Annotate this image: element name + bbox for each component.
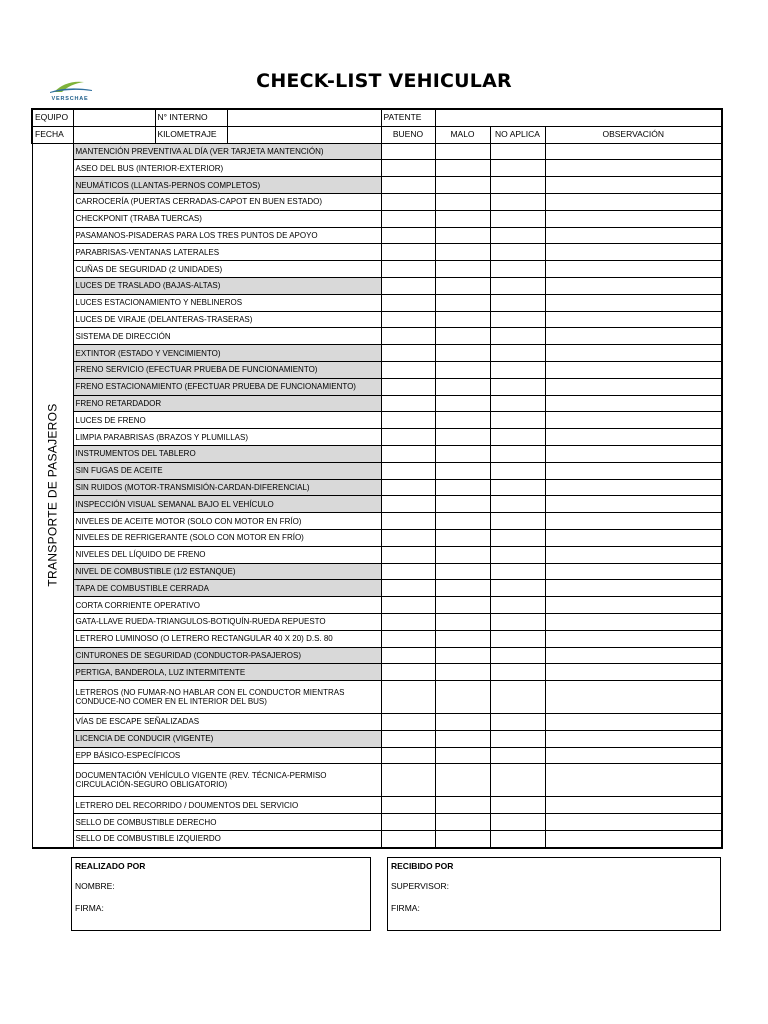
checklist-item-label: DOCUMENTACIÓN VEHÍCULO VIGENTE (REV. TÉCNICA-PERMISO CIRCULACIÓN-SEGURO OBLIGATORIO) <box>73 764 381 797</box>
checklist-row <box>32 462 722 479</box>
bueno-cell[interactable] <box>381 479 435 496</box>
no-aplica-cell[interactable] <box>490 647 545 664</box>
checklist-row <box>32 294 722 311</box>
bueno-cell[interactable] <box>381 580 435 597</box>
no-aplica-cell[interactable] <box>490 563 545 580</box>
checklist-row <box>32 412 722 429</box>
observacion-cell[interactable] <box>545 730 722 747</box>
checklist-item-label: CHECKPONIT (TRABA TUERCAS) <box>73 210 381 227</box>
no-aplica-cell[interactable] <box>490 378 545 395</box>
checklist-row <box>32 210 722 227</box>
checklist-item-label: LUCES DE FRENO <box>73 412 381 429</box>
observacion-cell[interactable] <box>545 630 722 647</box>
bueno-cell[interactable] <box>381 764 435 797</box>
checklist-item-label: LETRERO LUMINOSO (O LETRERO RECTANGULAR 40 X 20) D.S. 80 <box>73 630 381 647</box>
checklist-item-label: INSPECCIÓN VISUAL SEMANAL BAJO EL VEHÍCULO <box>73 496 381 513</box>
col-no-aplica-header: NO APLICA <box>490 126 545 143</box>
no-aplica-cell[interactable] <box>490 546 545 563</box>
malo-cell[interactable] <box>435 395 490 412</box>
checklist-item-label: EPP BÁSICO-ESPECÍFICOS <box>73 747 381 764</box>
bueno-cell[interactable] <box>381 328 435 345</box>
checklist-row <box>32 513 722 530</box>
observacion-cell[interactable] <box>545 395 722 412</box>
checklist-row <box>32 664 722 681</box>
malo-cell[interactable] <box>435 747 490 764</box>
malo-cell[interactable] <box>435 143 490 160</box>
logo-text: VERSCHAE <box>51 96 89 102</box>
checklist-item-label: LICENCIA DE CONDUCIR (VIGENTE) <box>73 730 381 747</box>
bueno-cell[interactable] <box>381 445 435 462</box>
malo-cell[interactable] <box>435 294 490 311</box>
observacion-cell[interactable] <box>545 445 722 462</box>
col-malo-header: MALO <box>435 126 490 143</box>
malo-cell[interactable] <box>435 613 490 630</box>
malo-cell[interactable] <box>435 361 490 378</box>
bueno-cell[interactable] <box>381 513 435 530</box>
observacion-cell[interactable] <box>545 563 722 580</box>
malo-cell[interactable] <box>435 445 490 462</box>
firma-label-recibido: FIRMA: <box>391 903 420 913</box>
checklist-row <box>32 496 722 513</box>
category-side-label-cell <box>32 143 73 848</box>
fecha-field[interactable] <box>73 126 155 143</box>
checklist-item-label: PERTIGA, BANDEROLA, LUZ INTERMITENTE <box>73 664 381 681</box>
checklist-item-label: SIN RUIDOS (MOTOR-TRANSMISIÓN-CARDAN-DIFERENCIAL) <box>73 479 381 496</box>
bueno-cell[interactable] <box>381 244 435 261</box>
observacion-cell[interactable] <box>545 797 722 814</box>
no-aplica-cell[interactable] <box>490 143 545 160</box>
bueno-cell[interactable] <box>381 730 435 747</box>
no-aplica-cell[interactable] <box>490 764 545 797</box>
checklist-row <box>32 546 722 563</box>
observacion-cell[interactable] <box>545 210 722 227</box>
no-aplica-cell[interactable] <box>490 311 545 328</box>
malo-cell[interactable] <box>435 261 490 278</box>
observacion-cell[interactable] <box>545 479 722 496</box>
bueno-cell[interactable] <box>381 160 435 177</box>
bueno-cell[interactable] <box>381 747 435 764</box>
bueno-cell[interactable] <box>381 797 435 814</box>
bueno-cell[interactable] <box>381 546 435 563</box>
col-observacion-header: OBSERVACIÓN <box>545 126 722 143</box>
checklist-row <box>32 730 722 747</box>
no-aplica-cell[interactable] <box>490 328 545 345</box>
fecha-label: FECHA <box>32 126 73 143</box>
observacion-cell[interactable] <box>545 193 722 210</box>
observacion-cell[interactable] <box>545 580 722 597</box>
no-aplica-cell[interactable] <box>490 831 545 848</box>
malo-cell[interactable] <box>435 797 490 814</box>
no-aplica-cell[interactable] <box>490 747 545 764</box>
malo-cell[interactable] <box>435 328 490 345</box>
checklist-row <box>32 580 722 597</box>
no-aplica-cell[interactable] <box>490 664 545 681</box>
category-side-label: TRANSPORTE DE PASAJEROS <box>45 403 59 587</box>
no-aplica-cell[interactable] <box>490 479 545 496</box>
observacion-cell[interactable] <box>545 681 722 714</box>
bueno-cell[interactable] <box>381 345 435 362</box>
checklist-item-label: LIMPIA PARABRISAS (BRAZOS Y PLUMILLAS) <box>73 429 381 446</box>
checklist-row <box>32 747 722 764</box>
bueno-cell[interactable] <box>381 814 435 831</box>
checklist-row <box>32 814 722 831</box>
observacion-cell[interactable] <box>545 328 722 345</box>
checklist-row <box>32 345 722 362</box>
no-aplica-cell[interactable] <box>490 597 545 614</box>
checklist-item-label: FRENO ESTACIONAMIENTO (EFECTUAR PRUEBA DE FUNCIONAMIENTO) <box>73 378 381 395</box>
bueno-cell[interactable] <box>381 210 435 227</box>
no-aplica-cell[interactable] <box>490 730 545 747</box>
bueno-cell[interactable] <box>381 412 435 429</box>
checklist-row <box>32 361 722 378</box>
bueno-cell[interactable] <box>381 462 435 479</box>
checklist-item-label: SISTEMA DE DIRECCIÓN <box>73 328 381 345</box>
observacion-cell[interactable] <box>545 277 722 294</box>
observacion-cell[interactable] <box>545 814 722 831</box>
bueno-cell[interactable] <box>381 529 435 546</box>
malo-cell[interactable] <box>435 227 490 244</box>
checklist-row <box>32 681 722 714</box>
malo-cell[interactable] <box>435 664 490 681</box>
checklist-item-label: NIVELES DE REFRIGERANTE (SOLO CON MOTOR EN FRÍO) <box>73 529 381 546</box>
malo-cell[interactable] <box>435 630 490 647</box>
observacion-cell[interactable] <box>545 496 722 513</box>
realizado-por-title: REALIZADO POR <box>75 861 146 871</box>
bueno-cell[interactable] <box>381 261 435 278</box>
no-aplica-cell[interactable] <box>490 277 545 294</box>
recibido-por-box <box>387 857 721 931</box>
observacion-cell[interactable] <box>545 462 722 479</box>
firma-label: FIRMA: <box>75 903 104 913</box>
checklist-item-label: CUÑAS DE SEGURIDAD (2 UNIDADES) <box>73 261 381 278</box>
malo-cell[interactable] <box>435 378 490 395</box>
malo-cell[interactable] <box>435 831 490 848</box>
no-aplica-cell[interactable] <box>490 681 545 714</box>
malo-cell[interactable] <box>435 311 490 328</box>
observacion-cell[interactable] <box>545 647 722 664</box>
checklist-row <box>32 647 722 664</box>
bueno-cell[interactable] <box>381 429 435 446</box>
checklist-item-label: LETREROS (NO FUMAR-NO HABLAR CON EL CONDUCTOR MIENTRAS CONDUCE-NO COMER EN EL INTERIOR DEL BUS) <box>73 681 381 714</box>
malo-cell[interactable] <box>435 714 490 731</box>
checklist-row <box>32 445 722 462</box>
observacion-cell[interactable] <box>545 361 722 378</box>
no-aplica-cell[interactable] <box>490 210 545 227</box>
checklist-row <box>32 597 722 614</box>
observacion-cell[interactable] <box>545 597 722 614</box>
no-aplica-cell[interactable] <box>490 613 545 630</box>
observacion-cell[interactable] <box>545 664 722 681</box>
malo-cell[interactable] <box>435 730 490 747</box>
malo-cell[interactable] <box>435 597 490 614</box>
checklist-row <box>32 714 722 731</box>
no-aplica-cell[interactable] <box>490 797 545 814</box>
checklist-item-label: FRENO SERVICIO (EFECTUAR PRUEBA DE FUNCIONAMIENTO) <box>73 361 381 378</box>
checklist-item-label: PARABRISAS-VENTANAS LATERALES <box>73 244 381 261</box>
malo-cell[interactable] <box>435 210 490 227</box>
checklist-item-label: EXTINTOR (ESTADO Y VENCIMIENTO) <box>73 345 381 362</box>
observacion-cell[interactable] <box>545 529 722 546</box>
checklist-row <box>32 630 722 647</box>
observacion-cell[interactable] <box>545 613 722 630</box>
no-aplica-cell[interactable] <box>490 445 545 462</box>
bueno-cell[interactable] <box>381 143 435 160</box>
no-aplica-cell[interactable] <box>490 361 545 378</box>
checklist-item-label: VÍAS DE ESCAPE SEÑALIZADAS <box>73 714 381 731</box>
malo-cell[interactable] <box>435 546 490 563</box>
no-aplica-cell[interactable] <box>490 429 545 446</box>
checklist-item-label: CORTA CORRIENTE OPERATIVO <box>73 597 381 614</box>
checklist-item-label: SELLO DE COMBUSTIBLE DERECHO <box>73 814 381 831</box>
checklist-row <box>32 479 722 496</box>
observacion-cell[interactable] <box>545 546 722 563</box>
bueno-cell[interactable] <box>381 647 435 664</box>
checklist-row <box>32 193 722 210</box>
bueno-cell[interactable] <box>381 831 435 848</box>
checklist-item-label: PASAMANOS-PISADERAS PARA LOS TRES PUNTOS DE APOYO <box>73 227 381 244</box>
checklist-row <box>32 143 722 160</box>
observacion-cell[interactable] <box>545 294 722 311</box>
malo-cell[interactable] <box>435 412 490 429</box>
n-interno-field[interactable] <box>227 109 381 126</box>
malo-cell[interactable] <box>435 177 490 194</box>
checklist-row <box>32 797 722 814</box>
checklist-row <box>32 177 722 194</box>
malo-cell[interactable] <box>435 513 490 530</box>
checklist-row <box>32 277 722 294</box>
bueno-cell[interactable] <box>381 563 435 580</box>
patente-field[interactable] <box>435 109 722 126</box>
no-aplica-cell[interactable] <box>490 261 545 278</box>
checklist-item-label: GATA-LLAVE RUEDA-TRIANGULOS-BOTIQUÍN-RUEDA REPUESTO <box>73 613 381 630</box>
checklist-row <box>32 328 722 345</box>
checklist-item-label: ASEO DEL BUS (INTERIOR-EXTERIOR) <box>73 160 381 177</box>
bueno-cell[interactable] <box>381 613 435 630</box>
no-aplica-cell[interactable] <box>490 227 545 244</box>
malo-cell[interactable] <box>435 764 490 797</box>
checklist-row <box>32 395 722 412</box>
checklist-item-label: LUCES ESTACIONAMIENTO Y NEBLINEROS <box>73 294 381 311</box>
no-aplica-cell[interactable] <box>490 462 545 479</box>
malo-cell[interactable] <box>435 580 490 597</box>
bueno-cell[interactable] <box>381 311 435 328</box>
malo-cell[interactable] <box>435 193 490 210</box>
no-aplica-cell[interactable] <box>490 345 545 362</box>
checklist-row <box>32 764 722 797</box>
bueno-cell[interactable] <box>381 395 435 412</box>
no-aplica-cell[interactable] <box>490 244 545 261</box>
checklist-row <box>32 378 722 395</box>
checklist-item-label: SIN FUGAS DE ACEITE <box>73 462 381 479</box>
checklist-table <box>31 108 723 849</box>
observacion-cell[interactable] <box>545 160 722 177</box>
no-aplica-cell[interactable] <box>490 630 545 647</box>
no-aplica-cell[interactable] <box>490 513 545 530</box>
bueno-cell[interactable] <box>381 664 435 681</box>
bueno-cell[interactable] <box>381 597 435 614</box>
no-aplica-cell[interactable] <box>490 412 545 429</box>
no-aplica-cell[interactable] <box>490 814 545 831</box>
malo-cell[interactable] <box>435 244 490 261</box>
checklist-item-label: LETRERO DEL RECORRIDO / DOUMENTOS DEL SERVICIO <box>73 797 381 814</box>
checklist-row <box>32 429 722 446</box>
malo-cell[interactable] <box>435 496 490 513</box>
observacion-cell[interactable] <box>545 429 722 446</box>
bueno-cell[interactable] <box>381 496 435 513</box>
n-interno-label: N° INTERNO <box>155 109 227 126</box>
recibido-por-title: RECIBIDO POR <box>391 861 454 871</box>
checklist-row <box>32 563 722 580</box>
observacion-cell[interactable] <box>545 261 722 278</box>
realizado-por-box <box>71 857 371 931</box>
checklist-item-label: NIVELES DEL LÍQUIDO DE FRENO <box>73 546 381 563</box>
observacion-cell[interactable] <box>545 764 722 797</box>
malo-cell[interactable] <box>435 345 490 362</box>
checklist-item-label: NIVELES DE ACEITE MOTOR (SOLO CON MOTOR EN FRÍO) <box>73 513 381 530</box>
checklist-item-label: LUCES DE VIRAJE (DELANTERAS-TRASERAS) <box>73 311 381 328</box>
no-aplica-cell[interactable] <box>490 177 545 194</box>
checklist-row <box>32 311 722 328</box>
checklist-item-label: TAPA DE COMBUSTIBLE CERRADA <box>73 580 381 597</box>
checklist-item-label: NEUMÁTICOS (LLANTAS-PERNOS COMPLETOS) <box>73 177 381 194</box>
bueno-cell[interactable] <box>381 227 435 244</box>
observacion-cell[interactable] <box>545 227 722 244</box>
malo-cell[interactable] <box>435 529 490 546</box>
bueno-cell[interactable] <box>381 294 435 311</box>
equipo-field[interactable] <box>73 109 155 126</box>
observacion-cell[interactable] <box>545 412 722 429</box>
supervisor-label: SUPERVISOR: <box>391 881 449 891</box>
observacion-cell[interactable] <box>545 345 722 362</box>
malo-cell[interactable] <box>435 814 490 831</box>
checklist-item-label: SELLO DE COMBUSTIBLE IZQUIERDO <box>73 831 381 848</box>
checklist-item-label: FRENO RETARDADOR <box>73 395 381 412</box>
checklist-item-label: INSTRUMENTOS DEL TABLERO <box>73 445 381 462</box>
malo-cell[interactable] <box>435 429 490 446</box>
bueno-cell[interactable] <box>381 193 435 210</box>
no-aplica-cell[interactable] <box>490 714 545 731</box>
bueno-cell[interactable] <box>381 277 435 294</box>
no-aplica-cell[interactable] <box>490 529 545 546</box>
malo-cell[interactable] <box>435 479 490 496</box>
checklist-row <box>32 227 722 244</box>
no-aplica-cell[interactable] <box>490 580 545 597</box>
checklist-row <box>32 613 722 630</box>
checklist-row <box>32 244 722 261</box>
checklist-item-label: MANTENCIÓN PREVENTIVA AL DÍA (VER TARJETA MANTENCIÓN) <box>73 143 381 160</box>
malo-cell[interactable] <box>435 647 490 664</box>
col-bueno-header: BUENO <box>381 126 435 143</box>
bueno-cell[interactable] <box>381 378 435 395</box>
observacion-cell[interactable] <box>545 747 722 764</box>
kilometraje-field[interactable] <box>227 126 381 143</box>
patente-label: PATENTE <box>381 109 435 126</box>
info-row-1 <box>32 109 722 126</box>
no-aplica-cell[interactable] <box>490 193 545 210</box>
malo-cell[interactable] <box>435 277 490 294</box>
info-row-2 <box>32 126 722 143</box>
observacion-cell[interactable] <box>545 831 722 848</box>
malo-cell[interactable] <box>435 462 490 479</box>
kilometraje-label: KILOMETRAJE <box>155 126 227 143</box>
checklist-item-label: CARROCERÍA (PUERTAS CERRADAS-CAPOT EN BUEN ESTADO) <box>73 193 381 210</box>
malo-cell[interactable] <box>435 563 490 580</box>
bueno-cell[interactable] <box>381 177 435 194</box>
observacion-cell[interactable] <box>545 714 722 731</box>
bueno-cell[interactable] <box>381 714 435 731</box>
checklist-row <box>32 160 722 177</box>
checklist-item-label: CINTURONES DE SEGURIDAD (CONDUCTOR-PASAJEROS) <box>73 647 381 664</box>
observacion-cell[interactable] <box>545 143 722 160</box>
page-title: CHECK-LIST VEHICULAR <box>256 70 512 92</box>
no-aplica-cell[interactable] <box>490 496 545 513</box>
no-aplica-cell[interactable] <box>490 395 545 412</box>
bueno-cell[interactable] <box>381 361 435 378</box>
nombre-label: NOMBRE: <box>75 881 115 891</box>
checklist-row <box>32 261 722 278</box>
bueno-cell[interactable] <box>381 630 435 647</box>
observacion-cell[interactable] <box>545 513 722 530</box>
observacion-cell[interactable] <box>545 244 722 261</box>
checklist-row <box>32 529 722 546</box>
no-aplica-cell[interactable] <box>490 160 545 177</box>
checklist-item-label: LUCES DE TRASLADO (BAJAS-ALTAS) <box>73 277 381 294</box>
malo-cell[interactable] <box>435 681 490 714</box>
observacion-cell[interactable] <box>545 378 722 395</box>
observacion-cell[interactable] <box>545 311 722 328</box>
no-aplica-cell[interactable] <box>490 294 545 311</box>
checklist-row <box>32 831 722 848</box>
bueno-cell[interactable] <box>381 681 435 714</box>
checklist-item-label: NIVEL DE COMBUSTIBLE (1/2 ESTANQUE) <box>73 563 381 580</box>
equipo-label: EQUIPO <box>32 109 73 126</box>
observacion-cell[interactable] <box>545 177 722 194</box>
malo-cell[interactable] <box>435 160 490 177</box>
